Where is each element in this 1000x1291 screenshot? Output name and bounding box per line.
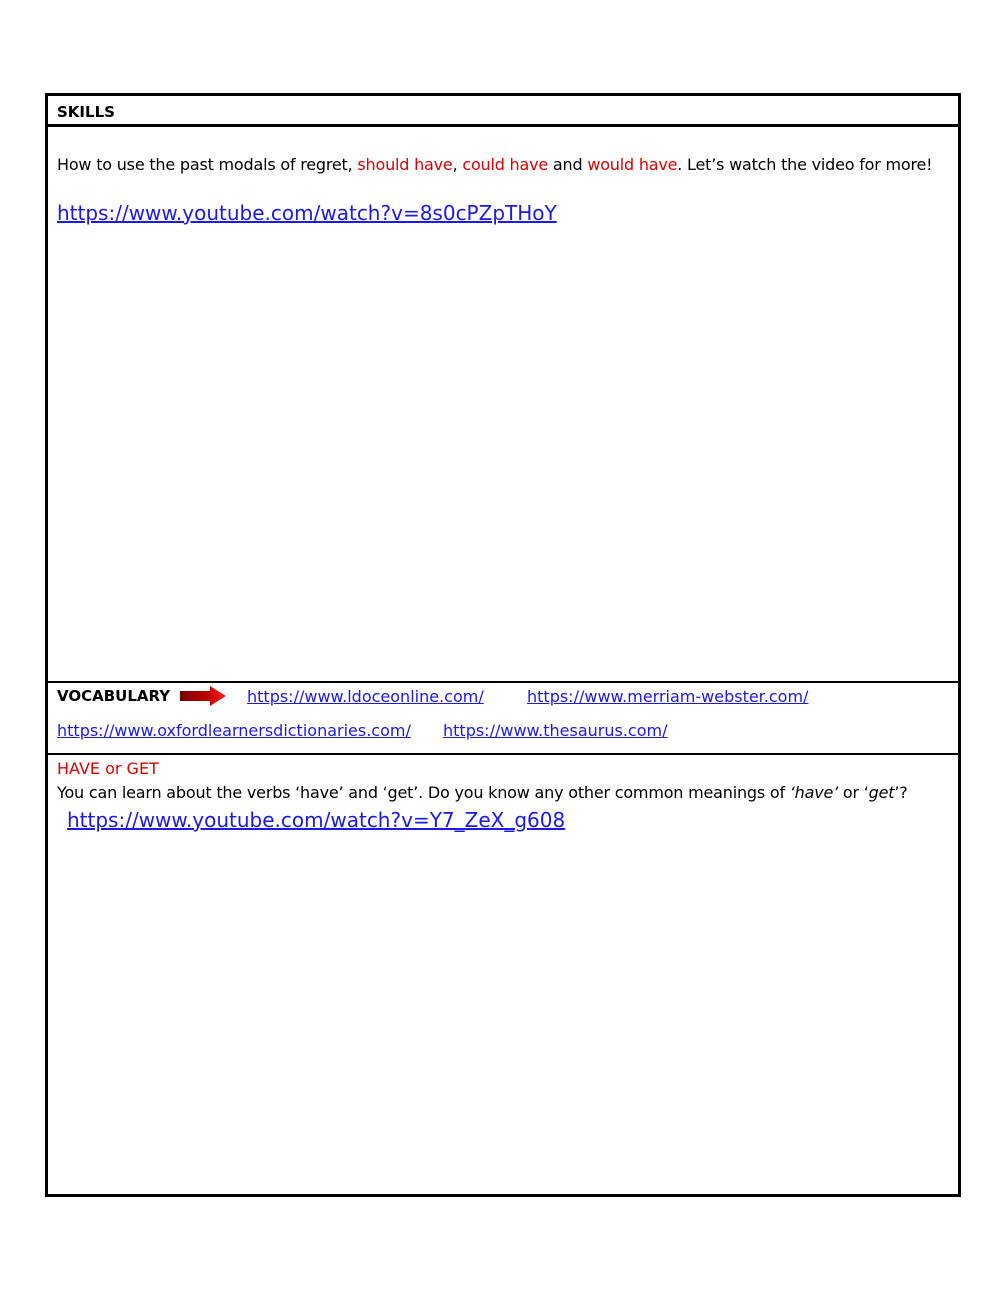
link-oxford-learners[interactable]: https://www.oxfordlearnersdictionaries.com/: [57, 721, 411, 740]
worksheet-frame: [45, 93, 961, 1197]
skills-outro: . Let’s watch the video for more!: [677, 155, 933, 174]
vocabulary-title: VOCABULARY: [57, 687, 171, 705]
skills-sep2: and: [548, 155, 588, 174]
skills-section: [48, 127, 958, 683]
skills-header: [48, 96, 958, 127]
right-arrow-icon: [180, 686, 228, 706]
have-or-get-text2: or ‘: [838, 783, 869, 802]
skills-title: SKILLS: [57, 103, 115, 121]
have-or-get-text1: You can learn about the verbs ‘have’ and ‘get’. Do you know any other common meanings of: [57, 783, 790, 802]
have-or-get-section: [48, 755, 958, 1194]
modal-would-have: would have: [587, 155, 678, 174]
modal-could-have: could have: [462, 155, 549, 174]
skills-video-link[interactable]: https://www.youtube.com/watch?v=8s0cPZpTHoY: [57, 201, 557, 225]
skills-intro: How to use the past modals of regret,: [57, 155, 358, 174]
have-or-get-word-get: get: [868, 783, 895, 802]
skills-intro-text: [57, 155, 932, 174]
skills-sep1: ,: [452, 155, 463, 174]
have-or-get-word-have: ‘have’: [789, 783, 839, 802]
have-or-get-title: HAVE or GET: [57, 759, 159, 778]
vocabulary-section: [48, 683, 958, 755]
modal-should-have: should have: [357, 155, 453, 174]
have-or-get-text3: ’?: [894, 783, 908, 802]
link-merriam-webster[interactable]: https://www.merriam-webster.com/: [527, 687, 809, 706]
link-thesaurus[interactable]: https://www.thesaurus.com/: [443, 721, 668, 740]
have-or-get-video-link[interactable]: https://www.youtube.com/watch?v=Y7_ZeX_g608: [67, 808, 566, 832]
link-ldoceonline[interactable]: https://www.ldoceonline.com/: [247, 687, 484, 706]
have-or-get-text: [57, 783, 908, 802]
